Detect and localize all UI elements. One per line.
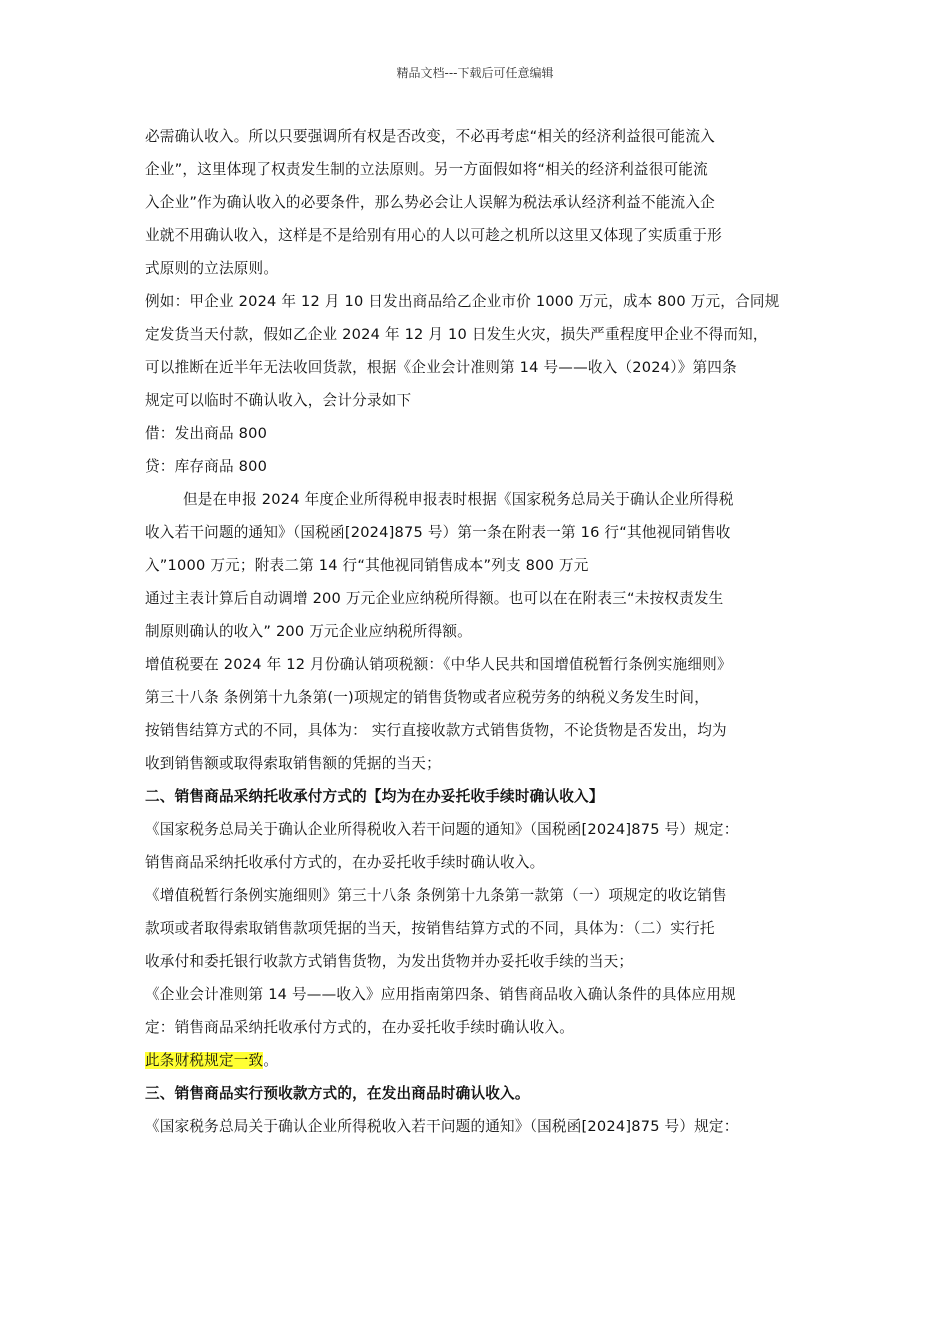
paragraph-line: 但是在申报 2024 年度企业所得税申报表时根据《国家税务总局关于确认企业所得税 [183,491,734,508]
paragraph-line: 式原则的立法原则。 [145,260,279,277]
paragraph-line: 规定可以临时不确认收入，会计分录如下 [145,392,412,409]
paragraph-line: 《国家税务总局关于确认企业所得税收入若干问题的通知》（国税函[2024]875 号）规定： [145,1118,739,1135]
section-heading-2: 二、销售商品采纳托收承付方式的【均为在办妥托收手续时确认收入】 [145,788,604,805]
paragraph-line: 收入若干问题的通知》（国税函[2024]875 号）第一条在附表一第 16 行“其他视同销售收 [145,524,731,541]
paragraph-line: 定：销售商品采纳托收承付方式的，在办妥托收手续时确认收入。 [145,1019,575,1036]
paragraph-line: 定发货当天付款，假如乙企业 2024 年 12 月 10 日发生火灾，损失严重程度甲企业不得而知， [145,326,768,343]
paragraph-line: 入企业”作为确认收入的必要条件，那么势必会让人误解为税法承认经济利益不能流入企 [145,194,715,211]
paragraph-line: 可以推断在近半年无法收回货款，根据《企业会计准则第 14 号——收入（2024）》第四条 [145,359,737,376]
paragraph-line: 制原则确认的收入” 200 万元企业应纳税所得额。 [145,623,472,640]
highlighted-line [145,1044,820,1077]
paragraph-line: 收承付和委托银行收款方式销售货物，为发出货物并办妥托收手续的当天； [145,953,634,970]
period-text: 。 [263,1052,279,1069]
highlighted-text: 此条财税规定一致 [145,1052,264,1069]
paragraph-line: 按销售结算方式的不同，具体为： 实行直接收款方式销售货物，不论货物是否发出，均为 [145,722,727,739]
paragraph-line: 企业”，这里体现了权责发生制的立法原则。另一方面假如将“相关的经济利益很可能流 [145,161,708,178]
paragraph-line: 《企业会计准则第 14 号——收入》应用指南第四条、销售商品收入确认条件的具体应用规 [145,986,736,1003]
paragraph-line: 收到销售额或取得索取销售额的凭据的当天； [145,755,441,772]
section-heading-3: 三、销售商品实行预收款方式的，在发出商品时确认收入。 [145,1085,530,1102]
paragraph-line: 《国家税务总局关于确认企业所得税收入若干问题的通知》（国税函[2024]875 号）规定： [145,821,739,838]
paragraph-line: 例如：甲企业 2024 年 12 月 10 日发出商品给乙企业市价 1000 万元，成本 800 万元，合同规 [145,293,780,310]
paragraph-line: 业就不用确认收入，这样是不是给别有用心的人以可趁之机所以这里又体现了实质重于形 [145,227,722,244]
paragraph-line: 通过主表计算后自动调增 200 万元企业应纳税所得额。也可以在在附表三“未按权责发生 [145,590,724,607]
paragraph-line: 款项或者取得索取销售款项凭据的当天，按销售结算方式的不同，具体为：（二）实行托 [145,920,715,937]
document-body [145,120,820,1143]
paragraph-line: 入”1000 万元；附表二第 14 行“其他视同销售成本”列支 800 万元 [145,557,589,574]
page-header: 精品文档---下载后可任意编辑 [396,66,554,80]
paragraph-line: 必需确认收入。所以只要强调所有权是否改变，不必再考虑“相关的经济利益很可能流入 [145,128,715,145]
paragraph-line: 《增值税暂行条例实施细则》第三十八条 条例第十九条第一款第（一）项规定的收讫销售 [145,887,727,904]
journal-entry-credit: 贷：库存商品 800 [145,458,268,475]
paragraph-line: 第三十八条 条例第十九条第(一)项规定的销售货物或者应税劳务的纳税义务发生时间， [145,689,709,706]
paragraph-line: 销售商品采纳托收承付方式的，在办妥托收手续时确认收入。 [145,854,545,871]
paragraph-line: 增值税要在 2024 年 12 月份确认销项税额：《中华人民共和国增值税暂行条例实施细则》 [145,656,732,673]
journal-entry-debit: 借：发出商品 800 [145,425,268,442]
